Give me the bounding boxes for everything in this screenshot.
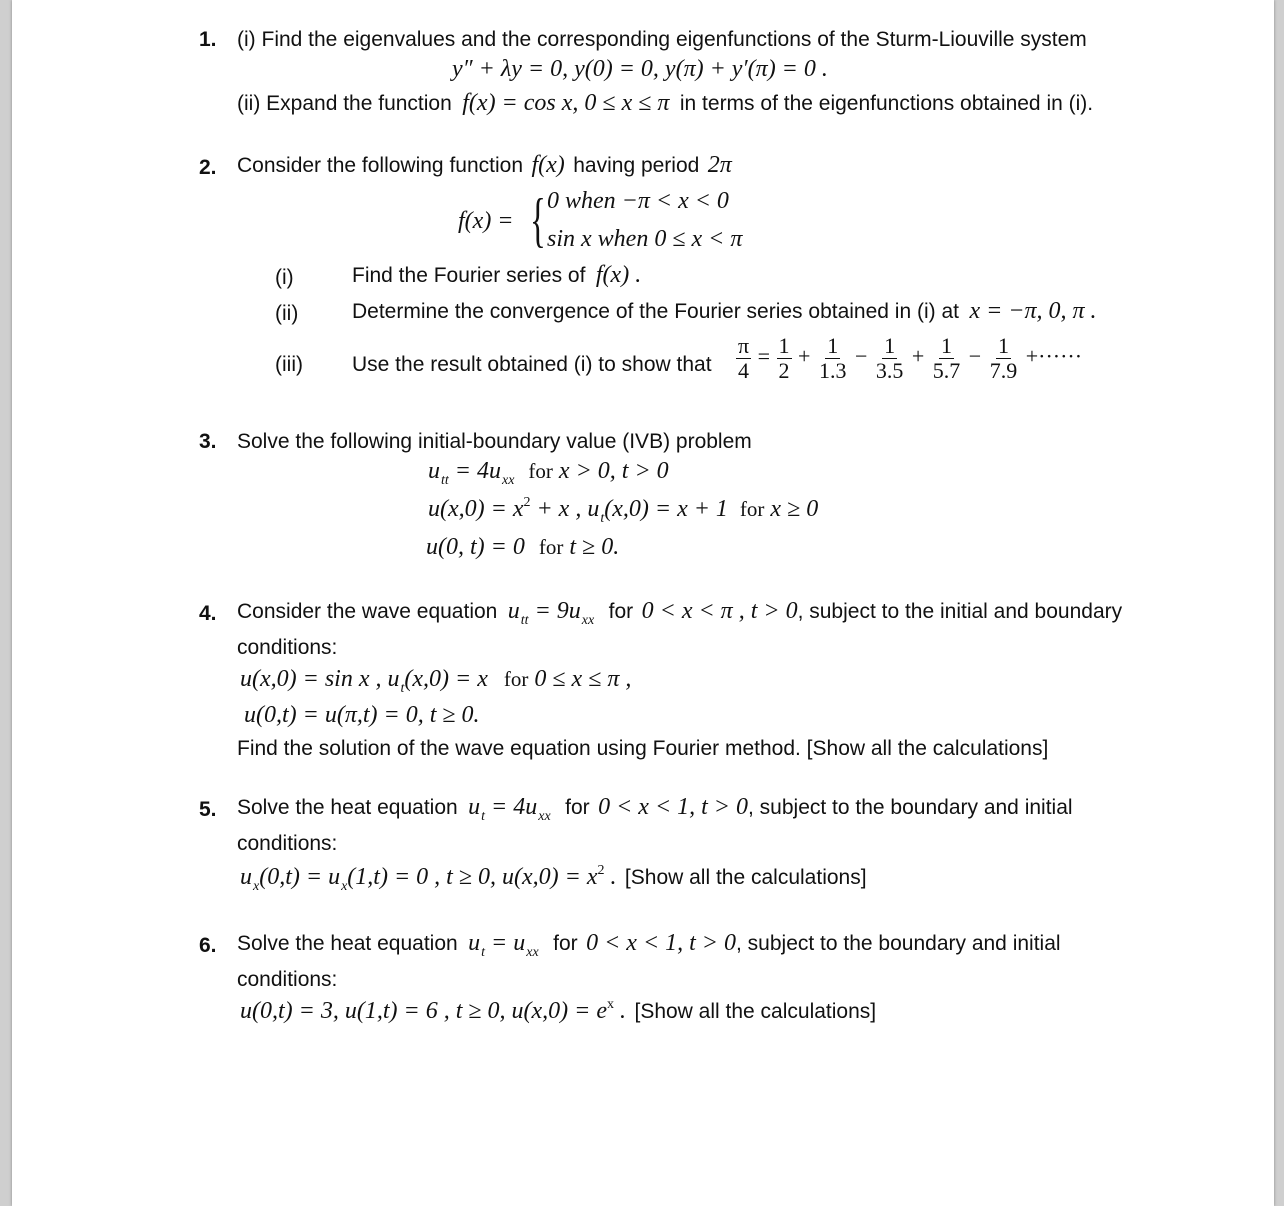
question-1-equation: y″ + λy = 0, y(0) = 0, y(π) + y′(π) = 0 . [452,56,828,82]
question-6-intro: Solve the heat equation $u_t = u_{xx}$ for 0 < x < 1, t > 0, subject to the boundary and initial [237,930,1061,960]
piecewise-lhs: f(x) = [458,208,514,234]
question-5-conditions-label: conditions: [237,832,338,855]
question-1-number: 1. [199,28,217,51]
question-5-number: 5. [199,798,217,821]
question-3-pde: $u_{tt} = 4u_{xx}$ for x > 0, t > 0 [428,458,669,488]
question-1-part-i: (i) Find the eigenvalues and the corresponding eigenfunctions of the Sturm-Liouville system [237,28,1087,51]
question-6-conditions-label: conditions: [237,968,338,991]
question-6-conditions: u(0,t) = 3, u(1,t) = 6 , t ≥ 0, $u(x,0) = e^x$ . [Show all the calculations] [240,997,877,1024]
question-2-i-label: (i) [275,266,294,289]
question-2-intro: Consider the following function f(x) having period 2π [237,152,732,178]
series-expression: $\frac{\pi}{4}$ = $\frac{1}{2}$ + $\frac{1}{1.3}$ − $\frac{1}{3.5}$ + $\frac{1}{5.7}$ − $\frac{1}{7.9}$ +······ [738,333,1083,383]
piecewise-case-1: 0 when −π < x < 0 [547,188,729,214]
question-4-intro: Consider the wave equation $u_{tt} = 9u_{xx}$ for 0 < x < π , t > 0, subject to the initial and boundary [237,598,1123,628]
document-page [12,0,1274,1206]
question-4-initial-conditions: u(x,0) = sin x , $u_t(x,0) = x$ for 0 ≤ x ≤ π , [240,666,632,696]
question-5-conditions: $u_x(0,t) = u_x(1,t) = 0$ , t ≥ 0, $u(x,0) = x^2$ . [Show all the calculations] [240,863,867,894]
question-3-number: 3. [199,430,217,453]
question-2-ii-text: Determine the convergence of the Fourier series obtained in (i) at x = −π, 0, π . [352,298,1097,324]
question-4-boundary-conditions: u(0,t) = u(π,t) = 0, t ≥ 0. [244,702,480,728]
question-6-number: 6. [199,934,217,957]
question-3-initial-conditions: $u(x,0) = x^2 + x$ , $u_t(x,0) = x + 1$ for x ≥ 0 [428,495,819,526]
question-1-part-ii: (ii) Expand the function f(x) = cos x, 0 ≤ x ≤ π in terms of the eigenfunctions obtained in (i). [237,90,1094,116]
question-2-i-text: Find the Fourier series of f(x) . [352,262,642,288]
question-4-instruction: Find the solution of the wave equation using Fourier method. [Show all the calculations] [237,737,1049,760]
question-2-iii-label: (iii) [275,353,303,376]
piecewise-case-2: sin x when 0 ≤ x < π [547,226,743,252]
question-5-intro: Solve the heat equation $u_t = 4u_{xx}$ for 0 < x < 1, t > 0, subject to the boundary and initial [237,794,1073,824]
question-4-number: 4. [199,602,217,625]
question-4-conditions-label: conditions: [237,636,338,659]
question-2-number: 2. [199,156,217,179]
question-2-iii-text: Use the result obtained (i) to show that [352,353,712,376]
question-3-boundary-condition: u(0, t) = 0 for t ≥ 0. [426,534,620,560]
question-2-ii-label: (ii) [275,302,299,325]
question-3-intro: Solve the following initial-boundary value (IVB) problem [237,430,752,453]
piecewise-brace: { [530,187,546,253]
